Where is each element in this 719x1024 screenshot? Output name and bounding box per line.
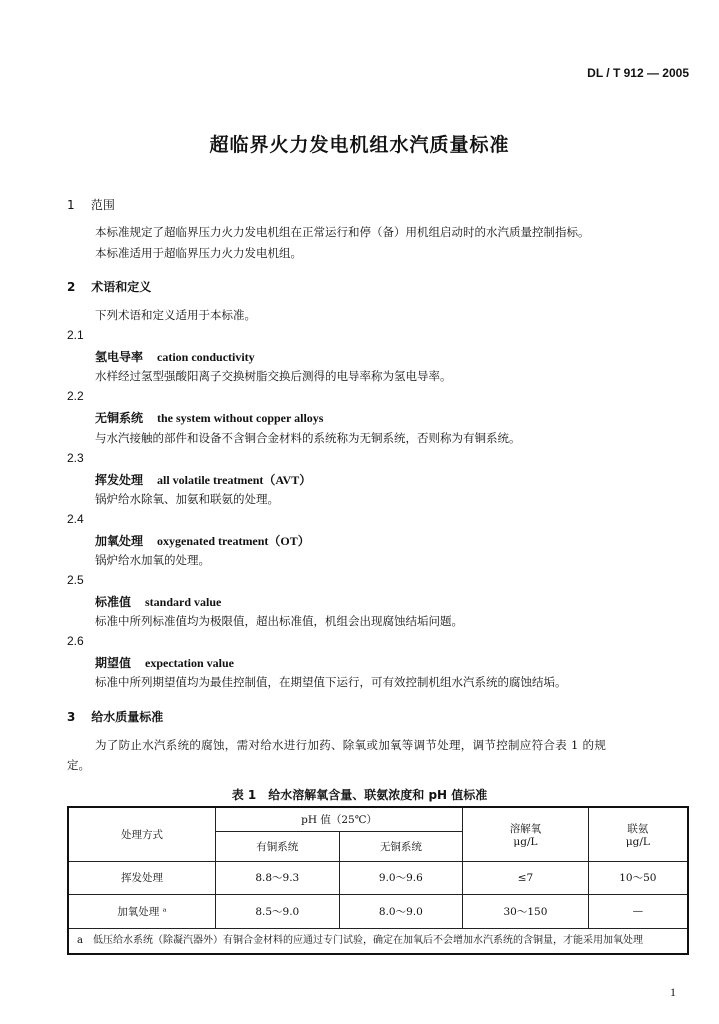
term-definition: 与水汽接触的部件和设备不含铜合金材料的系统称为无铜系统，否则称为有铜系统。 bbox=[95, 431, 521, 445]
term-definition: 标准中所列期望值均为最佳控制值，在期望值下运行，可有效控制机组水汽系统的腐蚀结垢。 bbox=[95, 675, 567, 689]
term-cn: 期望值 bbox=[95, 656, 132, 670]
table-cell: 8.5～9.0 bbox=[215, 894, 339, 928]
term-en: expectation value bbox=[145, 656, 235, 670]
table-cell: 9.0～9.6 bbox=[339, 861, 463, 894]
term-number: 2.5 bbox=[67, 573, 84, 587]
section-2-heading bbox=[67, 278, 151, 295]
term-en: the system without copper alloys bbox=[157, 411, 324, 425]
section-number: 2 bbox=[67, 280, 76, 294]
header-cell: 有铜系统 bbox=[215, 831, 339, 861]
term-number: 2.3 bbox=[67, 451, 84, 465]
term-definition: 标准中所列标准值均为极限值，超出标准值，机组会出现腐蚀结垢问题。 bbox=[95, 614, 463, 628]
paragraph: 本标准适用于超临界压力火力发电机组。 bbox=[95, 246, 302, 260]
table-cell: ≤7 bbox=[463, 861, 589, 894]
term-en: all volatile treatment（AVT） bbox=[157, 473, 312, 487]
term-cn: 无铜系统 bbox=[95, 411, 144, 425]
term-en: oxygenated treatment（OT） bbox=[157, 534, 310, 548]
page-title: 超临界火力发电机组水汽质量标准 bbox=[209, 134, 510, 156]
term-heading bbox=[95, 532, 310, 549]
header-label: 联氨 bbox=[627, 822, 649, 835]
term-en: cation conductivity bbox=[157, 350, 255, 364]
table-cell: 30～150 bbox=[463, 894, 589, 928]
table-cell: 加氧处理 ᵃ bbox=[68, 894, 215, 928]
table-header-row bbox=[68, 807, 688, 831]
paragraph: 下列术语和定义适用于本标准。 bbox=[95, 308, 256, 322]
table-cell: 10～50 bbox=[588, 861, 688, 894]
section-title: 范围 bbox=[90, 198, 115, 212]
page-number: 1 bbox=[670, 985, 676, 999]
table-footnote-row bbox=[68, 928, 688, 954]
term-en: standard value bbox=[145, 595, 222, 609]
paragraph: 本标准规定了超临界压力火力发电机组在正常运行和停（备）用机组启动时的水汽质量控制指标。 bbox=[95, 225, 590, 239]
header-cell bbox=[463, 807, 589, 861]
table-footnote: a 低压给水系统（除凝汽器外）有铜合金材料的应通过专门试验，确定在加氧后不会增加水汽系统的含铜量，才能采用加氧处理 bbox=[68, 928, 688, 954]
section-title: 术语和定义 bbox=[91, 280, 152, 294]
term-cn: 挥发处理 bbox=[95, 473, 144, 487]
table-row bbox=[68, 861, 688, 894]
water-quality-table bbox=[67, 806, 689, 955]
header-unit: μg/L bbox=[625, 835, 650, 848]
table-cell: — bbox=[588, 894, 688, 928]
term-cn: 氢电导率 bbox=[95, 350, 144, 364]
paragraph-continuation: 定。 bbox=[67, 758, 90, 772]
header-cell bbox=[588, 807, 688, 861]
section-number: 3 bbox=[67, 710, 76, 724]
term-definition: 锅炉给水加氧的处理。 bbox=[95, 553, 210, 567]
term-number: 2.4 bbox=[67, 512, 84, 526]
section-1-heading bbox=[67, 196, 115, 213]
table-cell: 挥发处理 bbox=[68, 861, 215, 894]
term-definition: 锅炉给水除氧、加氨和联氨的处理。 bbox=[95, 492, 279, 506]
header-unit: μg/L bbox=[513, 835, 538, 848]
header-cell: 无铜系统 bbox=[339, 831, 463, 861]
term-number: 2.6 bbox=[67, 634, 84, 648]
section-3-heading bbox=[67, 708, 163, 725]
term-heading bbox=[95, 348, 255, 365]
term-heading bbox=[95, 654, 234, 671]
term-definition: 水样经过氢型强酸阳离子交换树脂交换后测得的电导率称为氢电导率。 bbox=[95, 369, 452, 383]
table-row bbox=[68, 894, 688, 928]
term-number: 2.2 bbox=[67, 389, 84, 403]
document-number: DL / T 912 — 2005 bbox=[587, 66, 689, 80]
table-caption: 表 1 给水溶解氧含量、联氨浓度和 pH 值标准 bbox=[231, 788, 488, 802]
term-heading bbox=[95, 593, 221, 610]
term-heading bbox=[95, 409, 323, 426]
header-cell: 处理方式 bbox=[68, 807, 215, 861]
header-cell: pH 值（25℃） bbox=[215, 807, 462, 831]
term-heading bbox=[95, 471, 311, 488]
term-cn: 加氧处理 bbox=[95, 534, 144, 548]
section-number: 1 bbox=[67, 198, 75, 212]
table-cell: 8.0～9.0 bbox=[339, 894, 463, 928]
paragraph: 为了防止水汽系统的腐蚀，需对给水进行加药、除氧或加氧等调节处理，调节控制应符合表 1 的规 bbox=[95, 738, 607, 752]
term-cn: 标准值 bbox=[95, 595, 132, 609]
section-title: 给水质量标准 bbox=[91, 710, 164, 724]
header-label: 溶解氧 bbox=[509, 822, 542, 835]
table-cell: 8.8～9.3 bbox=[215, 861, 339, 894]
term-number: 2.1 bbox=[67, 328, 84, 342]
